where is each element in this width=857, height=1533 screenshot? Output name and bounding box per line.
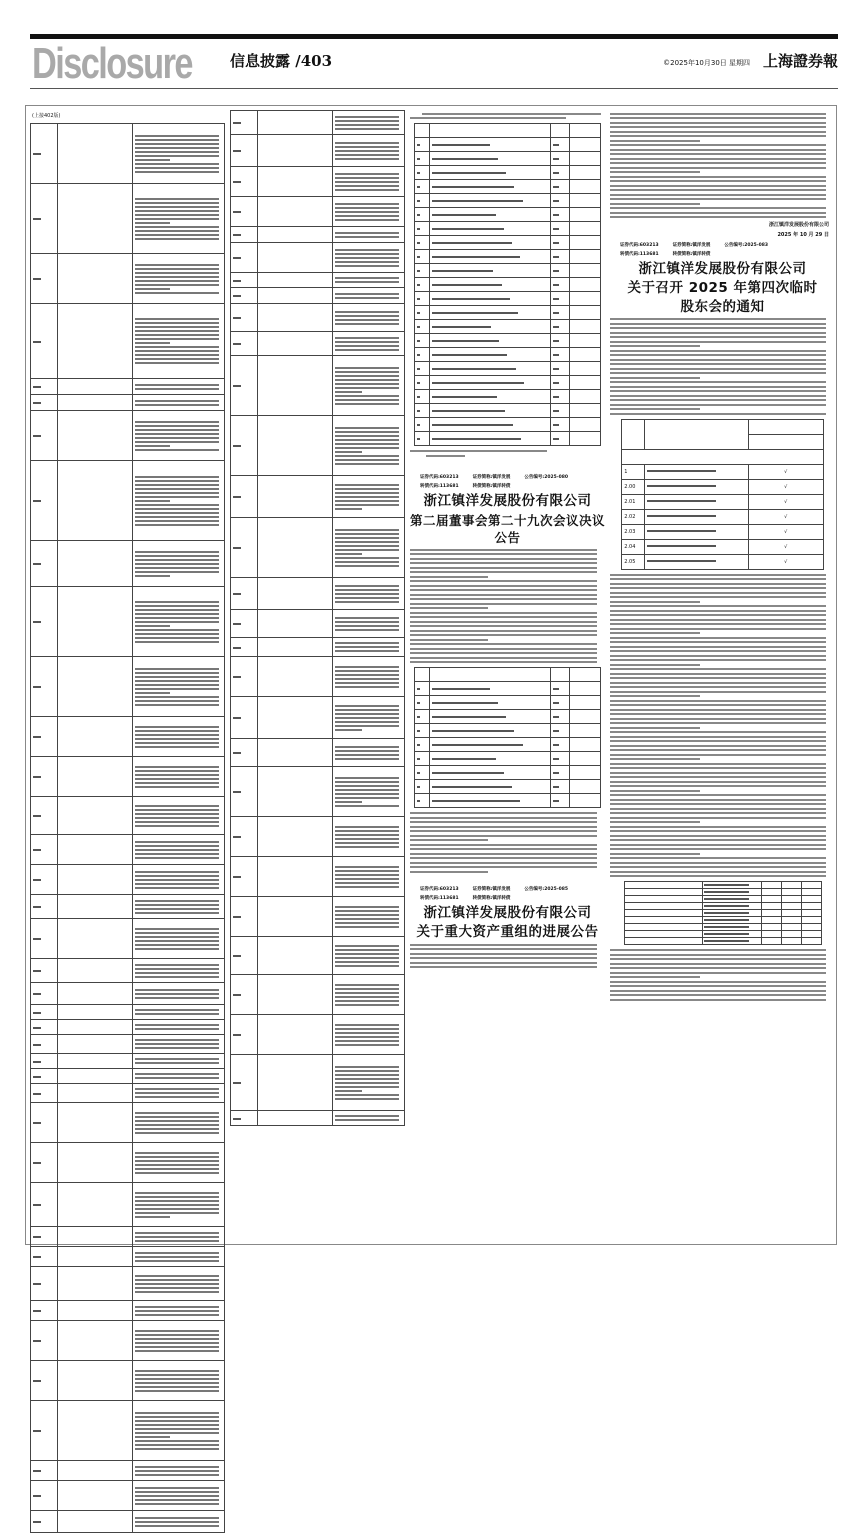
proposal-list-table-2 — [414, 667, 601, 808]
checkmark: √ — [748, 524, 823, 539]
table-row — [31, 254, 225, 304]
intro-paragraph — [410, 113, 605, 120]
table-row — [231, 1055, 405, 1111]
table-row — [31, 895, 225, 919]
table-row — [231, 243, 405, 273]
table-row — [622, 554, 824, 569]
table-row — [31, 1035, 225, 1054]
table-row — [231, 937, 405, 975]
table-row — [414, 278, 600, 292]
table-row — [414, 362, 600, 376]
table-row — [622, 539, 824, 554]
table-row — [414, 264, 600, 278]
table-row — [231, 135, 405, 167]
table-row — [31, 1461, 225, 1481]
table-row — [31, 541, 225, 587]
table-row — [414, 306, 600, 320]
table-row — [414, 752, 600, 766]
table-row — [231, 167, 405, 197]
table-row — [231, 288, 405, 304]
table-row — [414, 250, 600, 264]
table-row — [414, 696, 600, 710]
table-row — [231, 304, 405, 332]
table-row — [231, 1111, 405, 1126]
table-row — [31, 757, 225, 797]
table-row — [31, 797, 225, 835]
table-row — [231, 897, 405, 937]
proxy-vote-table — [624, 881, 822, 945]
table-row — [31, 379, 225, 395]
checkmark: √ — [748, 509, 823, 524]
date-signature: 2025 年 10 月 29 日 — [777, 231, 829, 238]
table-row — [622, 494, 824, 509]
table-row — [231, 476, 405, 518]
table-row — [31, 1361, 225, 1401]
table-row — [624, 882, 821, 889]
table-row — [414, 418, 600, 432]
masthead-divider — [30, 88, 838, 89]
continued-caption: (上接402版) — [32, 113, 61, 119]
notice2-codes: 证券代码:603213 证券简称:镇洋发展 公告编号:2025-080 转债代码:113681 转债简称:镇洋转债 — [420, 475, 568, 489]
table-row — [231, 739, 405, 767]
table-row — [31, 835, 225, 865]
notice2-body-cont — [410, 812, 605, 873]
notice1-title-line-3: 股东会的通知 — [680, 298, 765, 315]
table-row — [414, 152, 600, 166]
table-row — [624, 931, 821, 938]
table-row — [414, 724, 600, 738]
table-row — [31, 1103, 225, 1143]
table-row — [414, 404, 600, 418]
company-signature: 浙江镇洋发展股份有限公司 — [768, 221, 829, 228]
table-row — [414, 208, 600, 222]
notice1-title-line-2: 关于召开 2025 年第四次临时 — [627, 279, 818, 296]
column-1 — [30, 110, 225, 1533]
notice2-body — [410, 549, 605, 664]
table-row — [231, 638, 405, 657]
table-row — [31, 1511, 225, 1533]
proposal-number: 2.02 — [622, 509, 645, 524]
table-row — [31, 1321, 225, 1361]
table-row — [414, 710, 600, 724]
table-row — [231, 817, 405, 857]
table-row — [31, 865, 225, 895]
table-row — [414, 390, 600, 404]
table-row — [231, 273, 405, 288]
table-row — [622, 464, 824, 479]
table-row — [31, 657, 225, 717]
table-row — [31, 304, 225, 379]
notice3-body — [410, 944, 605, 969]
table-row — [231, 416, 405, 476]
table-row — [624, 938, 821, 945]
notice3-codes: 证券代码:603213 证券简称:镇洋发展 公告编号:2025-085 转债代码:113681 转债简称:镇洋转债 — [420, 887, 568, 901]
table-row — [31, 983, 225, 1005]
table-row — [622, 479, 824, 494]
table-row — [414, 166, 600, 180]
articles-comparison-table-cont — [230, 110, 405, 1126]
table-row — [31, 1054, 225, 1069]
table-row — [624, 924, 821, 931]
table-row — [231, 657, 405, 697]
table-row — [624, 903, 821, 910]
table-row — [414, 334, 600, 348]
proposal-number: 1 — [622, 464, 645, 479]
table-row — [231, 767, 405, 817]
table-row — [622, 524, 824, 539]
table-row — [31, 1020, 225, 1035]
table-row — [31, 1301, 225, 1321]
table-row — [414, 138, 600, 152]
table-row — [624, 910, 821, 917]
articles-comparison-table — [30, 123, 225, 1533]
proposal-list-table — [414, 123, 601, 446]
proposal-number: 2.05 — [622, 554, 645, 569]
table-row — [31, 411, 225, 461]
table-row — [414, 194, 600, 208]
table-row — [624, 896, 821, 903]
table-row — [231, 227, 405, 243]
table-row — [31, 587, 225, 657]
table-row — [231, 857, 405, 897]
table-row — [31, 1069, 225, 1084]
notice2-title-line-2: 第二届董事会第二十九次会议决议公告 — [410, 513, 606, 545]
proposal-number: 2.01 — [622, 494, 645, 509]
column-2 — [230, 110, 405, 1126]
disclosure-logo: Disclosure — [32, 39, 192, 88]
table-row — [231, 610, 405, 638]
table-row — [31, 461, 225, 541]
table-row — [414, 766, 600, 780]
table-row — [31, 959, 225, 983]
table-row — [624, 889, 821, 896]
table-row — [414, 320, 600, 334]
table-row — [31, 1401, 225, 1461]
table-row — [31, 919, 225, 959]
table-row — [231, 975, 405, 1015]
prior-notice-body — [610, 113, 835, 219]
table-row — [231, 518, 405, 578]
table-row — [231, 578, 405, 610]
table-row — [231, 697, 405, 739]
proposal-number: 2.04 — [622, 539, 645, 554]
table-row — [414, 292, 600, 306]
table-row — [31, 717, 225, 757]
checkmark: √ — [748, 494, 823, 509]
checkmark: √ — [748, 479, 823, 494]
table-row — [31, 1084, 225, 1103]
table-row — [414, 376, 600, 390]
notice3-title-line-1: 浙江镇洋发展股份有限公司 — [423, 905, 592, 921]
notice2-title-line-1: 浙江镇洋发展股份有限公司 — [423, 493, 592, 509]
proposal-number: 2.03 — [622, 524, 645, 539]
table-row — [31, 1267, 225, 1301]
column-4 — [610, 110, 835, 1003]
notice1-body — [610, 318, 835, 415]
table-row — [31, 1005, 225, 1020]
table-row — [414, 432, 600, 446]
notice3-title-line-2: 关于重大资产重组的进展公告 — [416, 924, 599, 940]
table-row — [231, 1015, 405, 1055]
proxy-signature-lines — [610, 949, 835, 1001]
table-row — [231, 197, 405, 227]
section-title: 信息披露 /403 — [230, 52, 333, 70]
proposal-vote-table — [621, 419, 824, 570]
table-row — [31, 1481, 225, 1511]
table-row — [31, 1247, 225, 1267]
checkmark: √ — [748, 464, 823, 479]
checkmark: √ — [748, 554, 823, 569]
table-row — [31, 1143, 225, 1183]
notice1-body-cont — [610, 574, 835, 878]
proposal-number: 2.00 — [622, 479, 645, 494]
table-row — [414, 794, 600, 808]
table-row — [31, 124, 225, 184]
table-row — [414, 236, 600, 250]
table-row — [414, 682, 600, 696]
table-row — [31, 1183, 225, 1227]
table-row — [414, 222, 600, 236]
table-row — [31, 395, 225, 411]
table-row — [231, 356, 405, 416]
checkmark: √ — [748, 539, 823, 554]
table-row — [414, 180, 600, 194]
dateline: ©2025年10月30日 星期四 — [663, 59, 750, 67]
table-row — [414, 738, 600, 752]
notice1-codes: 证券代码:603213 证券简称:镇洋发展 公告编号:2025-083 转债代码:113681 转债简称:镇洋转债 — [620, 242, 768, 257]
table-row — [414, 780, 600, 794]
note-paragraph — [410, 450, 605, 457]
masthead — [30, 39, 838, 88]
notice1-title-line-1: 浙江镇洋发展股份有限公司 — [638, 260, 807, 277]
table-row — [31, 1227, 225, 1247]
column-3 — [410, 110, 605, 971]
newspaper-name: 上海證券報 — [762, 52, 838, 70]
table-row — [231, 332, 405, 356]
table-row — [231, 111, 405, 135]
table-row — [414, 348, 600, 362]
table-row — [624, 917, 821, 924]
table-row — [622, 509, 824, 524]
table-row — [31, 184, 225, 254]
